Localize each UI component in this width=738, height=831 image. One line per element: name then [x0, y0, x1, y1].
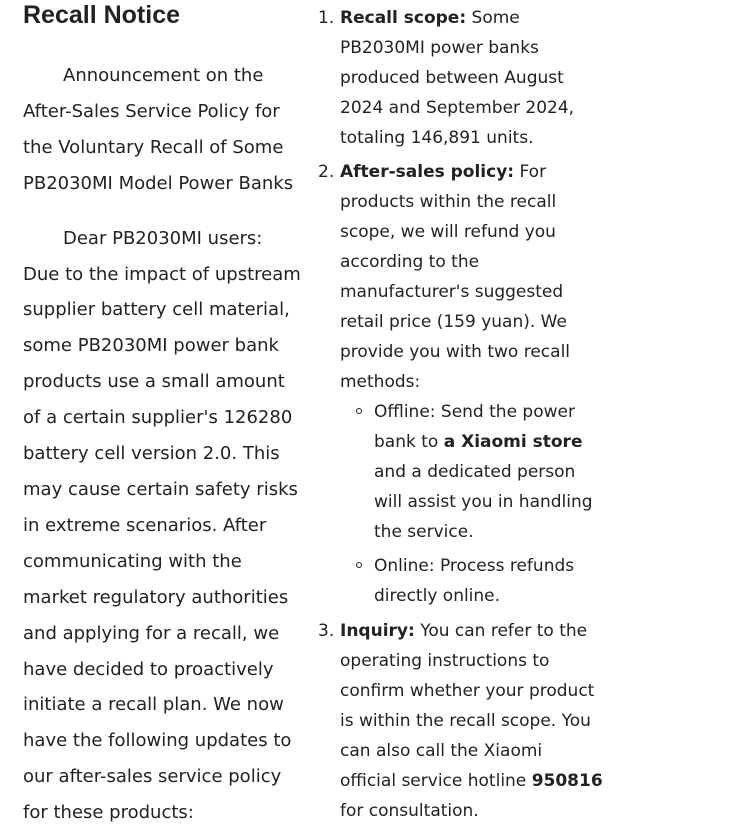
method-text: and a dedicated person will assist you in handling the service. [374, 462, 593, 542]
greeting: Dear PB2030MI users: [63, 227, 263, 249]
list-item-after-sales-policy [318, 157, 603, 611]
list-number: 1. [318, 8, 335, 28]
method-text: Offline: Send the power bank to [374, 402, 575, 452]
list-item-offline-method [340, 397, 603, 547]
item-text: Some PB2030MI power banks produced between August 2024 and September 2024, totaling 146,891 units. [340, 8, 575, 148]
left-column [23, 0, 305, 831]
list-item-online-method [340, 551, 603, 611]
right-column [318, 3, 603, 826]
list-number: 3. [318, 621, 335, 641]
item-text: For products within the recall scope, we will refund you according to the manufacturer's suggested retail price (159 yuan). We provide you with two recall methods: [340, 162, 571, 392]
circle-bullet-icon [356, 408, 362, 414]
method-text: Online: Process refunds directly online. [374, 556, 575, 606]
item-text-end: for consultation. [340, 801, 479, 821]
page-title: Recall Notice [23, 1, 181, 29]
item-label: After-sales policy: [340, 162, 515, 182]
list-item-recall-scope [318, 3, 603, 153]
policy-list [318, 3, 603, 826]
recall-methods-list [340, 397, 603, 611]
hotline-number: 950816 [531, 771, 603, 791]
xiaomi-store-text: a Xiaomi store [443, 432, 583, 452]
item-text: You can refer to the operating instructions to confirm whether your product is within the recall scope. You can also call the Xiaomi official service hotline [340, 621, 595, 791]
item-label: Inquiry: [340, 621, 415, 641]
circle-bullet-icon [356, 562, 362, 568]
item-label: Recall scope: [340, 8, 467, 28]
list-item-inquiry [318, 616, 603, 826]
list-number: 2. [318, 162, 335, 182]
announcement-title: Announcement on the After-Sales Service Policy for the Voluntary Recall of Some PB2030MI Model Power Banks [23, 65, 294, 194]
intro-text: Due to the impact of upstream supplier battery cell material, some PB2030MI power bank products use a small amount of a certain supplier's 126280 battery cell version 2.0. This may cause certain safety risks in extreme scenarios. After communicating with the market regulatory authorities and applying for a recall, we have decided to proactively initiate a recall plan. We now have the following updates to our after-sales service policy for these products: [23, 263, 301, 824]
greeting-paragraph [23, 221, 305, 831]
